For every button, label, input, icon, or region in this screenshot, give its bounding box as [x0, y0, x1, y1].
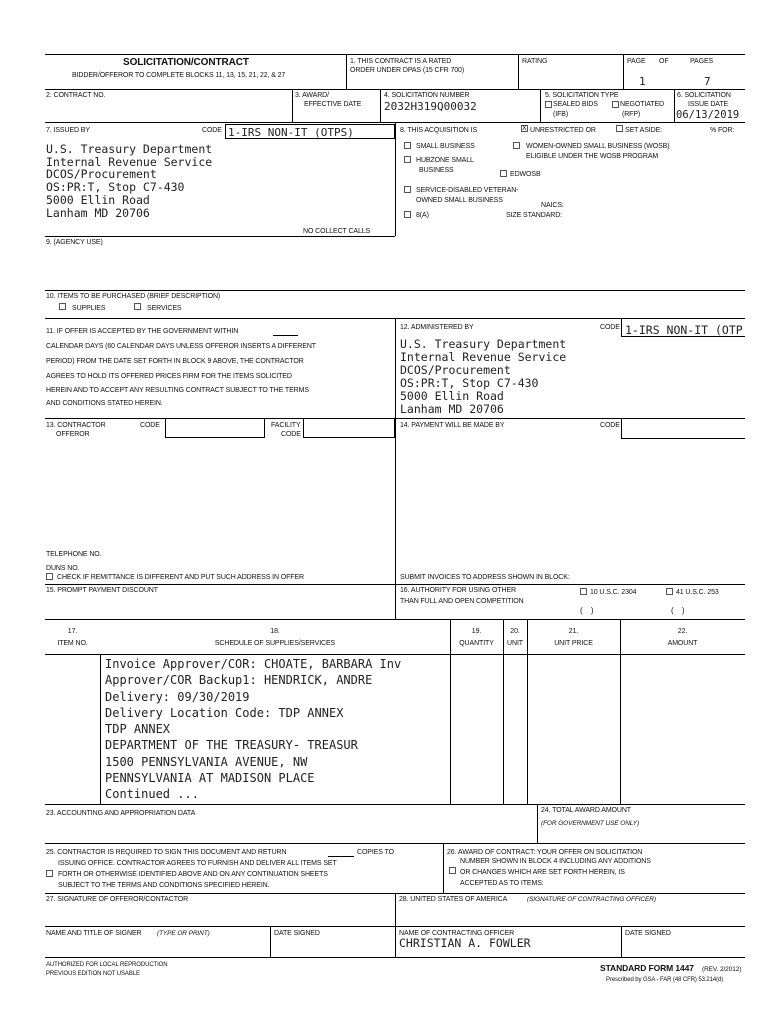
no-collect-calls: NO COLLECT CALLS — [303, 228, 371, 235]
block26-text-1: 26. AWARD OF CONTRACT: YOUR OFFER ON SOLICITATION — [447, 849, 643, 856]
items-label: 10. ITEMS TO BE PURCHASED (BRIEF DESCRIPTION) — [46, 293, 221, 300]
wosb-checkbox[interactable] — [513, 142, 520, 149]
footer-rev: (REV. 2/2012) — [702, 966, 742, 973]
award-date-label: 3. AWARD/ — [295, 92, 329, 99]
contractor-label: 13. CONTRACTOR — [46, 422, 106, 429]
col20-num: 20. — [510, 628, 520, 635]
issue-date-value[interactable]: 06/13/2019 — [676, 109, 740, 121]
services-label: SERVICES — [147, 305, 182, 312]
schedule-description — [105, 656, 401, 803]
eight-a-checkbox[interactable] — [404, 211, 411, 218]
block25-text-3: FORTH OR OTHERWISE IDENTIFIED ABOVE AND ON ANY CONTINUATION SHEETS — [58, 871, 328, 878]
solicitation-number-label: 4. SOLICITATION NUMBER — [384, 92, 470, 99]
list-item: DEPARTMENT OF THE TREASURY- TREASUR — [105, 738, 358, 753]
list-item: Delivery Location Code: TDP ANNEX — [105, 705, 344, 720]
administered-by-label: 12. ADMINISTERED BY — [400, 324, 474, 331]
issued-by-code-label: CODE — [202, 127, 222, 134]
block11-text-6: AND CONDITIONS STATED HEREIN. — [46, 400, 163, 407]
small-business-checkbox[interactable] — [404, 142, 411, 149]
small-business-label: SMALL BUSINESS — [416, 143, 475, 150]
col19-header: QUANTITY — [459, 640, 494, 647]
usc-253-checkbox[interactable] — [666, 588, 673, 595]
sdvosb-checkbox[interactable] — [404, 186, 411, 193]
block26-text-2: NUMBER SHOWN IN BLOCK 4 INCLUDING ANY ADDITIONS — [460, 858, 651, 865]
sealed-bids-checkbox[interactable] — [545, 101, 552, 108]
agency-use-label: 9. (AGENCY USE) — [46, 239, 103, 246]
usc-2304-checkbox[interactable] — [580, 588, 587, 595]
offeror-signature-label: 27. SIGNATURE OF OFFEROR/CONTACTOR — [46, 896, 189, 903]
footer-authorized: AUTHORIZED FOR LOCAL REPRODUCTION — [46, 962, 168, 968]
col17-num: 17. — [67, 628, 78, 635]
footer-prescribed: Prescribed by GSA - FAR (48 CFR) 53.214(d) — [606, 977, 724, 983]
list-item: Invoice Approver/COR: CHOATE, BARBARA Inv — [105, 657, 402, 671]
col21-num: 21. — [568, 628, 579, 635]
telephone-label: TELEPHONE NO. — [46, 551, 102, 558]
authority-label-2: THAN FULL AND OPEN COMPETITION — [400, 598, 524, 605]
list-item: TDP ANNEX — [105, 722, 171, 737]
list-item: Approver/COR Backup1: HENDRICK, ANDRE — [105, 673, 373, 688]
col19-num: 19. — [471, 628, 482, 635]
solicitation-type-label: 5. SOLICITATION TYPE — [545, 92, 619, 99]
list-item: Continued ... — [105, 787, 199, 802]
block26-text-3: OR CHANGES WHICH ARE SET FORTH HEREIN, IS — [460, 869, 625, 876]
block11-text-1: 11. IF OFFER IS ACCEPTED BY THE GOVERNMENT WITHIN — [46, 328, 239, 335]
hubzone-checkbox[interactable] — [404, 156, 411, 163]
set-aside-label: SET ASIDE: — [625, 127, 662, 134]
issue-date-label-2: ISSUE DATE — [688, 101, 729, 108]
set-aside-checkbox[interactable] — [616, 125, 623, 132]
usc-253-label: 41 U.S.C. 253 — [676, 589, 719, 596]
col22-header: AMOUNT — [667, 640, 698, 647]
naics-label: NAICS: — [541, 202, 564, 209]
administered-by-code-label: CODE — [600, 324, 620, 331]
list-item: 1500 PENNSYLVANIA AVENUE, NW — [105, 754, 308, 769]
hubzone-label-2: BUSINESS — [419, 167, 454, 174]
page-label: PAGE — [627, 58, 646, 65]
block26-checkbox[interactable] — [449, 867, 456, 874]
payment-code-label: CODE — [600, 422, 620, 429]
block25-text-4: SUBJECT TO THE TERMS AND CONDITIONS SPECIFIED HEREIN. — [58, 882, 270, 889]
col17-header: ITEM NO. — [57, 640, 88, 647]
us-signature-label: 28. UNITED STATES OF AMERICA — [399, 896, 508, 903]
offeror-label: OFFEROR — [56, 431, 90, 438]
duns-label: DUNS NO. — [46, 565, 80, 572]
form-title: SOLICITATION/CONTRACT — [123, 57, 249, 68]
award-date-label-2: EFFECTIVE DATE — [304, 101, 362, 108]
co-date-label: DATE SIGNED — [625, 930, 671, 937]
list-item: Delivery: 09/30/2019 — [105, 689, 250, 704]
eight-a-label: 8(A) — [416, 212, 429, 219]
issue-date-label: 6. SOLICITATION — [677, 92, 731, 99]
rating-label: RATING — [522, 58, 548, 65]
ifb-label: (IFB) — [553, 111, 569, 118]
issued-by-address: U.S. Treasury Department Internal Revenue Service DCOS/Procurement OS:PR:T, Stop C7-430 5000 Ellin Road Lanham MD 20706 — [46, 142, 213, 220]
block11-text-2: CALENDAR DAYS (60 CALENDAR DAYS UNLESS OFFEROR INSERTS A DIFFERENT — [46, 343, 316, 350]
hubzone-label: HUBZONE SMALL — [416, 157, 474, 164]
unrestricted-label: UNRESTRICTED OR — [530, 127, 596, 134]
sdvosb-label-2: OWNED SMALL BUSINESS — [416, 197, 503, 204]
contracting-officer-label: NAME OF CONTRACTING OFFICER — [399, 930, 515, 937]
supplies-checkbox[interactable] — [59, 303, 66, 310]
remittance-checkbox[interactable] — [46, 573, 53, 580]
signer-type-print: (TYPE OR PRINT) — [157, 930, 210, 937]
footer-form-name: STANDARD FORM 1447 — [600, 963, 694, 973]
issued-by-label: 7. ISSUED BY — [46, 127, 90, 134]
col21-header: UNIT PRICE — [554, 640, 593, 647]
contractor-code-label: CODE — [140, 422, 160, 429]
block25-text-1: 25. CONTRACTOR IS REQUIRED TO SIGN THIS DOCUMENT AND RETURN — [46, 849, 287, 856]
pages-label: PAGES — [690, 58, 714, 65]
unrestricted-check-mark: X — [522, 125, 527, 132]
payment-label: 14. PAYMENT WILL BE MADE BY — [400, 422, 505, 429]
usc-253-paren: ( ) — [671, 606, 688, 615]
solicitation-number-value[interactable]: 2032H319Q00032 — [384, 100, 477, 113]
contractor-code-box[interactable] — [165, 418, 265, 438]
total-award-label: 24. TOTAL AWARD AMOUNT — [541, 807, 631, 814]
prompt-payment-label: 15. PROMPT PAYMENT DISCOUNT — [46, 587, 158, 594]
form-subtitle: BIDDER/OFFEROR TO COMPLETE BLOCKS 11, 13, 15, 21, 22, & 27 — [72, 72, 286, 79]
accounting-label: 23. ACCOUNTING AND APPROPRIATION DATA — [46, 810, 196, 817]
block1-label: 1. THIS CONTRACT IS A RATED — [350, 58, 452, 65]
facility-code-box[interactable] — [303, 418, 395, 438]
remittance-label: CHECK IF REMITTANCE IS DIFFERENT AND PUT SUCH ADDRESS IN OFFER — [57, 574, 304, 581]
col18-num: 18. — [270, 628, 280, 635]
block26-text-4: ACCEPTED AS TO ITEMS: — [460, 880, 544, 887]
size-standard-label: SIZE STANDARD: — [506, 212, 563, 219]
block1-label-2: ORDER UNDER DPAS (15 CFR 700) — [350, 67, 465, 74]
block25-text-2: ISSUING OFFICE. CONTRACTOR AGREES TO FURNISH AND DELIVER ALL ITEMS SET — [58, 860, 337, 867]
block11-text-3: PERIOD) FROM THE DATE SET FORTH IN BLOCK 9 ABOVE, THE CONTRACTOR — [46, 358, 304, 365]
block11-text-4: AGREES TO HOLD ITS OFFERED PRICES FIRM FOR THE ITEMS SOLICITED — [46, 373, 292, 380]
footer-previous: PREVIOUS EDITION NOT USABLE — [46, 971, 140, 977]
edwosb-label: EDWOSB — [510, 171, 541, 178]
usc-2304-paren: ( ) — [580, 606, 597, 615]
administered-by-code-value[interactable]: 1-IRS NON-IT (OTP — [625, 323, 743, 337]
block11-text-5: HEREIN AND TO ACCEPT ANY RESULTING CONTRACT SUBJECT TO THE TERMS — [46, 387, 309, 394]
col22-num: 22. — [677, 628, 688, 635]
us-signature-sub: (SIGNATURE OF CONTRACTING OFFICER) — [527, 896, 656, 903]
wosb-label: WOMEN-OWNED SMALL BUSINESS (WOSB) — [526, 143, 670, 150]
signer-date-label: DATE SIGNED — [274, 930, 320, 937]
sealed-bids-label: SEALED BIDS — [553, 101, 598, 108]
usc-2304-label: 10 U.S.C. 2304 — [590, 589, 637, 596]
total-pages: 7 — [704, 75, 711, 88]
signer-name-label: NAME AND TITLE OF SIGNER — [46, 930, 142, 937]
negotiated-label: NEGOTIATED — [620, 101, 664, 108]
submit-invoices-label: SUBMIT INVOICES TO ADDRESS SHOWN IN BLOCK: — [400, 574, 570, 581]
acquisition-label: 8. THIS ACQUISITION IS — [400, 127, 478, 134]
administered-by-address: U.S. Treasury Department Internal Revenue Service DCOS/Procurement OS:PR:T, Stop C7-430 5000 Ellin Road Lanham MD 20706 — [400, 337, 567, 416]
services-checkbox[interactable] — [134, 303, 141, 310]
rfp-label: (RFP) — [622, 111, 641, 118]
total-award-sub: (FOR GOVERNMENT USE ONLY) — [541, 820, 640, 827]
authority-label: 16. AUTHORITY FOR USING OTHER — [400, 587, 516, 594]
facility-code-label: FACILITY — [271, 422, 301, 429]
percent-for-label: % FOR: — [710, 127, 735, 134]
wosb-label-2: ELIGIBLE UNDER THE WOSB PROGRAM — [526, 153, 659, 160]
supplies-label: SUPPLIES — [72, 305, 106, 312]
sdvosb-label: SERVICE-DISABLED VETERAN- — [416, 187, 519, 194]
of-label: OF — [659, 58, 669, 65]
col20-header: UNIT — [507, 640, 523, 647]
negotiated-checkbox[interactable] — [612, 101, 619, 108]
issued-by-code-value[interactable]: 1-IRS NON-IT (OTPS) — [228, 126, 354, 139]
edwosb-checkbox[interactable] — [500, 170, 507, 177]
contracting-officer-name[interactable]: CHRISTIAN A. FOWLER — [399, 936, 531, 950]
contract-no-label: 2. CONTRACT NO. — [46, 92, 106, 99]
col18-header: SCHEDULE OF SUPPLIES/SERVICES — [214, 640, 336, 647]
facility-code-label-2: CODE — [281, 431, 301, 438]
page-number: 1 — [639, 75, 646, 88]
block25-copies: COPIES TO — [357, 849, 394, 856]
block25-checkbox[interactable] — [46, 870, 53, 877]
list-item: PENNSYLVANIA AT MADISON PLACE — [105, 771, 315, 786]
